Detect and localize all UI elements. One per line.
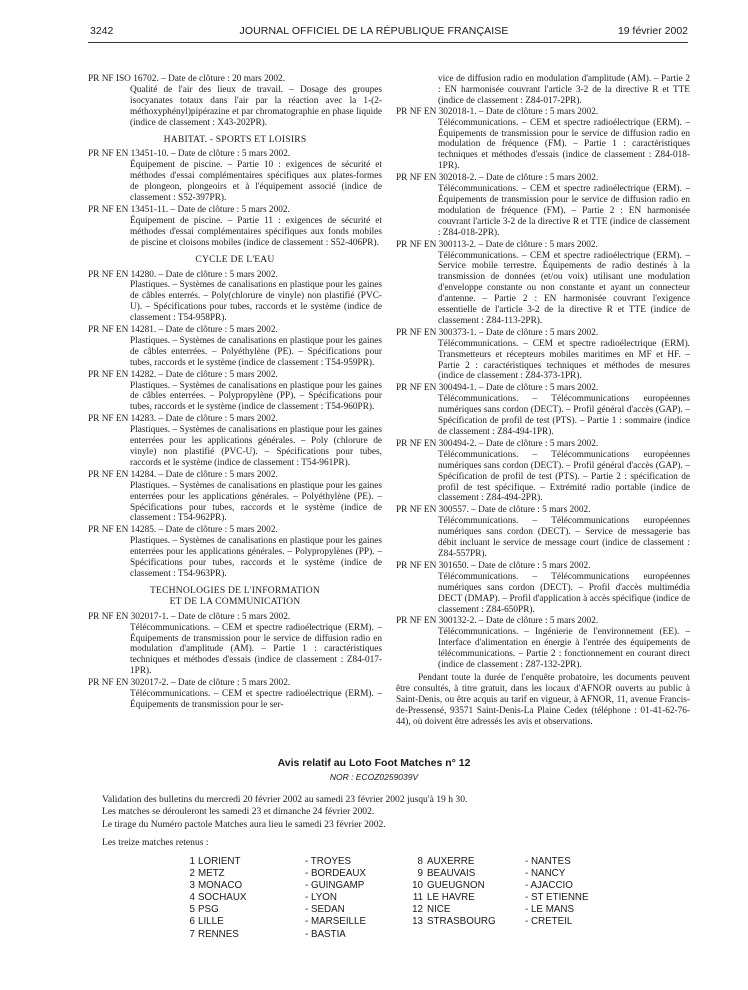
standard-entry xyxy=(88,74,382,129)
away-team: - LYON xyxy=(305,892,337,904)
journal-title: JOURNAL OFFICIEL DE LA RÉPUBLIQUE FRANÇAISE xyxy=(239,25,509,37)
standard-description: Télécommunications. – CEM et spectre radioélectrique (ERM). – Équipements de transmission pour le service de diffusion radio en modulation de fréquence (FM). – Partie 2 : EN harmonisée couvrant l'article 3-2 de la directive R et TTE (indice de classement : Z84-018-2PR). xyxy=(438,184,690,238)
away-team: - TROYES xyxy=(305,856,352,867)
draw-line: Le tirage du Numéro pactole Matches aura lieu le samedi 23 février 2002. xyxy=(102,818,386,830)
home-team: BEAUVAIS xyxy=(427,868,476,880)
standard-description: Équipement de piscine. – Partie 11 : exigences de sécurité et méthodes d'essai complémentaires spécifiques aux fonds mobiles de piscine et cloisons mobiles (indice de classement : S52-406PR). xyxy=(130,215,382,248)
left-column xyxy=(88,74,382,712)
standard-entry xyxy=(88,149,382,204)
standard-description: Télécommunications. – Télécommunications européennes numériques sans cordon (DECT). – Profil d'accès multimédia DECT (DMAP). – Profil d'application à accès spécifique (indice de classement : Z84-650PR). xyxy=(438,571,690,615)
away-team: - BASTIA xyxy=(305,928,346,940)
home-team: AUXERRE xyxy=(427,856,475,867)
page-number: 3242 xyxy=(90,25,114,37)
section-heading: HABITAT. - SPORTS ET LOISIRS xyxy=(163,133,307,145)
away-team: - SEDAN xyxy=(305,904,345,916)
standard-description: Plastiques. – Systèmes de canalisations en plastique pour les gaines enterrées pour les applications générales. – Poly (chlorure de vinyle) non plastifié (PVC-U). – Spécifications pour tubes, raccords et le système (indice de classement : T54-961PR). xyxy=(130,425,382,468)
away-team: - NANTES xyxy=(525,856,571,867)
away-team: - NANCY xyxy=(525,868,566,880)
standard-reference: PR NF EN 300494-2. – Date de clôture : 5 mars 2002. xyxy=(396,438,599,449)
standard-reference: PR NF EN 14280. – Date de clôture : 5 mars 2002. xyxy=(88,269,278,280)
standard-description: Télécommunications. – Télécommunications européennes numériques sans cordon (DECT). – Service de messagerie bas débit incluant le service de message court (indice de classement : Z84-557PR). xyxy=(438,516,690,559)
standard-entry xyxy=(396,328,690,383)
away-team: - LE MANS xyxy=(525,904,574,916)
standard-description: Télécommunications. – CEM et spectre radioélectrique (ERM). Transmetteurs et récepteurs mobiles maritimes en MF et HF. – Partie 2 : caractéristiques techniques et méthodes de mesures (indice de classement : Z84-373-1PR). xyxy=(438,338,690,382)
home-team: LE HAVRE xyxy=(427,892,475,904)
standard-entry xyxy=(88,612,382,677)
standard-reference: PR NF EN 302017-2. – Date de clôture : 5 mars 2002. xyxy=(88,678,291,689)
standard-description: Télécommunications. – CEM et spectre radioélectrique (ERM). – Service mobile terrestre. Équipements de radio destinés à la transmission de données (et/ou voix) utilisant une modulation d'enveloppe constante ou non constante et ayant un connecteur d'antenne. – Partie 2 : EN harmonisée couvrant l'exigence essentielle de l'article 3-2 de la directive R et TTE (indice de classement : Z84-113-2PR). xyxy=(438,250,690,326)
standard-description: Télécommunications. – CEM et spectre radioélectrique (ERM). – Équipements de transmission pour le service de diffusion radio en modulation de fréquence (FM). – Partie 1 : caractéristiques techniques et méthodes d'essais (indice de classement : Z84-018-1PR). xyxy=(438,117,690,172)
standard-entry xyxy=(88,470,382,525)
notice-body xyxy=(102,794,682,850)
home-team: METZ xyxy=(198,868,225,880)
standard-description: Plastiques. – Systèmes de canalisations en plastique pour les gaines enterrées pour les applications générales. – Polypropylènes (PP). – Spécifications pour tubes, raccords et le système (indice de classement : T54-963PR). xyxy=(130,536,382,579)
standard-reference: PR NF EN 302018-2. – Date de clôture : 5 mars 2002. xyxy=(396,173,599,184)
continuation-text: vice de diffusion radio en modulation d'amplitude (AM). – Partie 2 : EN harmonisée couvrant l'article 3-2 de la directive R et TTE (indice de classement : Z84-017-2PR). xyxy=(438,74,690,106)
match-number: 4 xyxy=(189,892,195,904)
match-number: 7 xyxy=(189,928,195,940)
standard-description: Plastiques. – Systèmes de canalisations en plastique pour les gaines enterrées pour les applications générales. – Polyéthylène (PE). – Spécifications pour tubes, raccords et le système (indice de classement : T54-962PR). xyxy=(130,480,382,524)
match-number: 13 xyxy=(412,916,423,928)
matches-intro: Les treize matches retenus : xyxy=(102,837,209,849)
page-header xyxy=(0,25,748,39)
standard-description: Télécommunications. – CEM et spectre radioélectrique (ERM). – Équipements de transmission pour le ser- xyxy=(130,689,382,710)
standard-reference: PR NF EN 14282. – Date de clôture : 5 mars 2002. xyxy=(88,369,278,380)
match-number: 3 xyxy=(189,880,195,892)
standard-entry xyxy=(396,439,690,504)
home-team: SOCHAUX xyxy=(198,892,247,904)
header-rule xyxy=(88,42,688,43)
section-heading: CYCLE DE L'EAU xyxy=(195,253,275,265)
away-team: - ST ETIENNE xyxy=(525,892,589,904)
standard-reference: PR NF EN 302018-1. – Date de clôture : 5 mars 2002. xyxy=(396,106,599,117)
standard-reference: PR NF EN 14284. – Date de clôture : 5 mars 2002. xyxy=(88,469,278,480)
standard-description: Télécommunications. – Télécommunications européennes numériques sans cordon (DECT). – Profil général d'accès (GAP). – Spécification de profil de test (PTS). – Partie 1 : sommaire (indice de classement : Z84-494-1PR). xyxy=(438,394,690,437)
standard-entry xyxy=(88,370,382,414)
standard-reference: PR NF EN 300557. – Date de clôture : 5 mars 2002. xyxy=(396,505,591,516)
home-team: LILLE xyxy=(198,916,224,928)
standard-entry xyxy=(88,325,382,369)
section-heading: TECHNOLOGIES DE L'INFORMATION xyxy=(149,584,321,596)
standard-entry xyxy=(88,270,382,325)
standard-description: Qualité de l'air des lieux de travail. – Dosage des groupes isocyanates totaux dans l'air par la réaction avec la 1-(2-méthoxyphényl)pipérazine et par chromatographie en phase liquide (indice de classement : X43-202PR). xyxy=(130,84,382,128)
standard-reference: PR NF EN 301650. – Date de clôture : 5 mars 2002. xyxy=(396,560,591,571)
away-team: - MARSEILLE xyxy=(305,916,366,928)
standard-reference: PR NF EN 14281. – Date de clôture : 5 mars 2002. xyxy=(88,325,278,336)
standard-reference: PR NF EN 300494-1. – Date de clôture : 5 mars 2002. xyxy=(396,383,599,394)
match-number: 5 xyxy=(189,904,195,916)
standard-entry xyxy=(396,173,690,238)
standard-entry xyxy=(396,616,690,671)
match-number: 11 xyxy=(412,892,423,904)
home-team: GUEUGNON xyxy=(427,880,485,892)
match-number: 12 xyxy=(412,904,423,916)
home-team: STRASBOURG xyxy=(427,916,496,928)
standard-description: Plastiques. – Systèmes de canalisations en plastique pour les gaines de câbles enterrées. – Polypropylène (PP). – Spécifications pour tubes, raccords et le système (indice de classement : T54-960PR). xyxy=(130,380,382,413)
standard-reference: PR NF EN 300132-2. – Date de clôture : 5 mars 2002. xyxy=(396,616,599,627)
schedule-line: Les matches se dérouleront les samedi 23 et dimanche 24 février 2002. xyxy=(102,806,375,818)
matches-list xyxy=(175,856,595,946)
home-team: MONACO xyxy=(198,880,243,892)
standard-entry xyxy=(396,505,690,560)
standard-entry xyxy=(396,240,690,327)
home-team: LORIENT xyxy=(198,856,241,867)
match-number: 2 xyxy=(189,868,195,880)
standard-reference: PR NF EN 13451-11. – Date de clôture : 5 mars 2002. xyxy=(88,204,290,215)
issue-date: 19 février 2002 xyxy=(617,25,688,37)
away-team: - AJACCIO xyxy=(525,880,573,892)
validation-line: Validation des bulletins du mercredi 20 février 2002 au samedi 23 février 2002 jusqu'à 19 h 30. xyxy=(102,794,468,805)
standard-reference: PR NF EN 14283. – Date de clôture : 5 mars 2002. xyxy=(88,414,278,425)
standard-entry xyxy=(396,561,690,616)
standard-description: Plastiques. – Systèmes de canalisations en plastique pour les gaines de câbles enterrés. – Poly(chlorure de vinyle) non plastifié (PVC-U). – Spécifications pour tubes, raccords et le système (indice de classement : T54-958PR). xyxy=(130,280,382,324)
notice-title: Avis relatif au Loto Foot Matches n° 12 xyxy=(277,757,471,769)
standard-description: Équipement de piscine. – Partie 10 : exigences de sécurité et méthodes d'essai complémentaires spécifiques aux plates-formes de plongeon, plongeoirs et à l'équipement associé (indice de classement : S52-397PR). xyxy=(130,160,382,204)
match-number: 6 xyxy=(189,916,195,928)
away-team: - GUINGAMP xyxy=(305,880,365,892)
standard-reference: PR NF EN 300113-2. – Date de clôture : 5 mars 2002. xyxy=(396,239,598,250)
standard-entry xyxy=(396,107,690,172)
match-number: 9 xyxy=(417,868,423,880)
standard-entry xyxy=(396,383,690,438)
nor-reference: NOR : ECOZ0259039V xyxy=(329,772,419,782)
away-team: - BORDEAUX xyxy=(305,868,366,880)
home-team: RENNES xyxy=(198,928,239,940)
standard-description: Télécommunications. – CEM et spectre radioélectrique (ERM). – Équipements de transmission pour le service de diffusion radio en modulation d'amplitude (AM). – Partie 1 : caractéristiques techniques et méthodes d'essais (indice de classement : Z84-017-1PR). xyxy=(130,622,382,677)
match-number: 1 xyxy=(189,856,195,867)
home-team: PSG xyxy=(198,904,219,916)
standard-entry xyxy=(88,525,382,580)
match-number: 10 xyxy=(412,880,423,892)
standard-description: Télécommunications. – Ingénierie de l'environnement (EE). – Interface d'alimentation en énergie à l'entrée des équipements de télécommunications. – Partie 2 : fonctionnement en courant direct (indice de classement : Z87-132-2PR). xyxy=(438,627,690,671)
standard-description: Plastiques. – Systèmes de canalisations en plastique pour les gaines de câbles enterrées. – Polyéthylène (PE). – Spécifications pour tubes, raccords et le système (indice de classement : T54-959PR). xyxy=(130,335,382,368)
standard-reference: PR NF EN 302017-1. – Date de clôture : 5 mars 2002. xyxy=(88,611,291,622)
standard-description: Télécommunications. – Télécommunications européennes numériques sans cordon (DECT). – Profil général d'accès (GAP). – Spécification de profil de test (PTS). – Partie 2 : spécification de profil de test spécifique. – Extrémité radio portable (indice de classement : Z84-494-2PR). xyxy=(438,449,690,504)
standard-entry xyxy=(88,414,382,469)
home-team: NICE xyxy=(427,904,451,916)
standard-reference: PR NF ISO 16702. – Date de clôture : 20 mars 2002. xyxy=(88,74,286,84)
standard-entry xyxy=(88,678,382,711)
standard-reference: PR NF EN 300373-1. – Date de clôture : 5 mars 2002. xyxy=(396,327,599,338)
section-heading: ET DE LA COMMUNICATION xyxy=(169,595,301,607)
standard-entry xyxy=(88,205,382,249)
right-column xyxy=(396,74,690,727)
away-team: - CRETEIL xyxy=(525,916,573,928)
closing-paragraph: Pendant toute la durée de l'enquête probatoire, les documents peuvent être consultés, à titre gratuit, dans les locaux d'AFNOR ouverts au public à Saint-Denis, ou être acquis au tarif en vigueur, à AFNOR, 11, avenue Francis-de-Pressensé, 93571 Saint-Denis-La Plaine Cedex (téléphone : 01-41-62-76-44), où doivent être adressés les avis et observations. xyxy=(396,672,690,727)
standard-reference: PR NF EN 14285. – Date de clôture : 5 mars 2002. xyxy=(88,525,278,536)
standard-reference: PR NF EN 13451-10. – Date de clôture : 5 mars 2002. xyxy=(88,149,291,160)
match-number: 8 xyxy=(417,856,423,867)
